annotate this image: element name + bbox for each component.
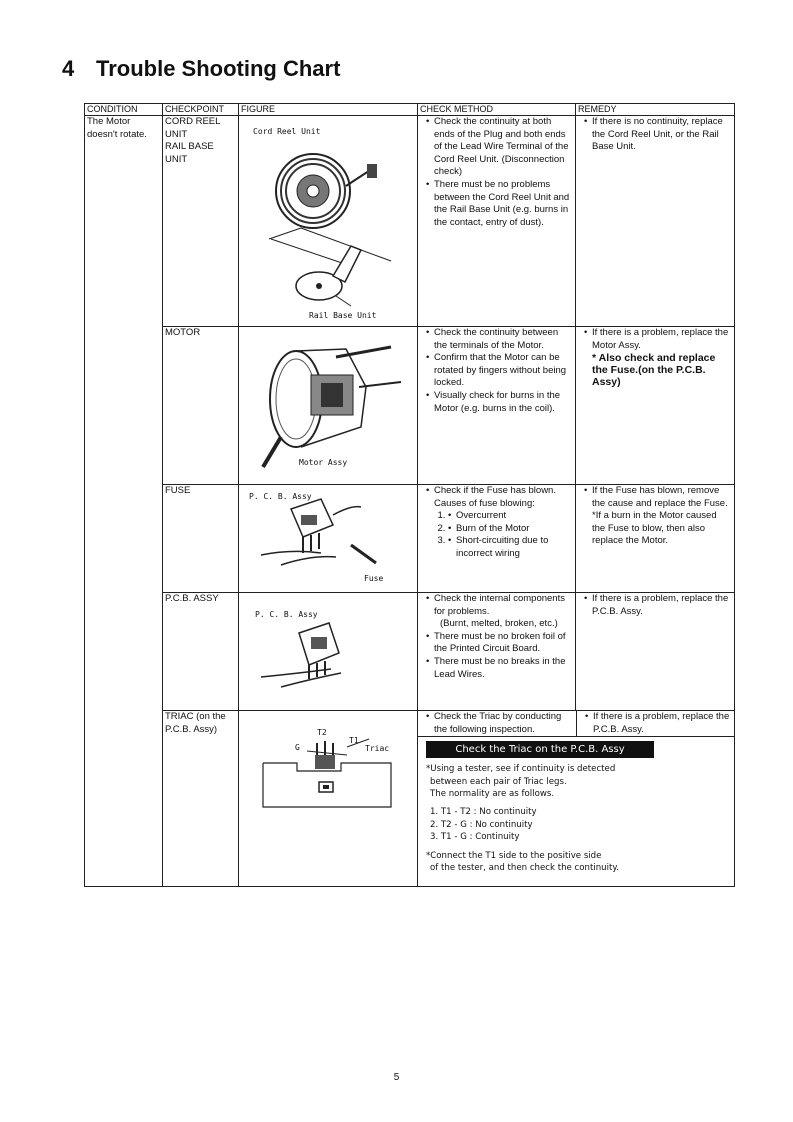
triac-heading: Check the Triac on the P.C.B. Assy bbox=[426, 741, 654, 758]
triac-method-cell bbox=[418, 711, 735, 887]
triac-note-line: *Connect the T1 side to the positive side bbox=[426, 850, 602, 861]
figure-label: Motor Assy bbox=[299, 458, 348, 467]
table-row bbox=[85, 116, 735, 327]
section-title-text: Trouble Shooting Chart bbox=[96, 56, 341, 81]
remedy-cell bbox=[577, 711, 735, 737]
section-number: 4 bbox=[62, 56, 75, 81]
check-method-cell bbox=[418, 485, 576, 593]
remedy-cell bbox=[576, 485, 735, 593]
header-condition: CONDITION bbox=[85, 104, 163, 116]
header-checkpoint: CHECKPOINT bbox=[163, 104, 239, 116]
checkpoint-line: CORD REEL bbox=[165, 116, 221, 127]
triac-illustration bbox=[241, 711, 416, 811]
cause-item: • 3. Short-circuiting due to incorrect wiring bbox=[448, 535, 573, 560]
check-method-cell bbox=[418, 593, 576, 711]
remedy-cell bbox=[576, 327, 735, 485]
figure-label: G bbox=[295, 743, 300, 752]
remedy-item bbox=[584, 485, 732, 548]
table-row bbox=[85, 327, 735, 485]
cause-item: • 1. Overcurrent bbox=[448, 510, 573, 523]
remedy-item: • If there is a problem, replace the Motor Assy. bbox=[584, 327, 732, 352]
trouble-shooting-table bbox=[84, 103, 735, 887]
figure-label: Fuse bbox=[364, 574, 384, 583]
method-item: • There must be no breaks in the Lead Wires. bbox=[426, 656, 573, 681]
triac-check: 3. T1 - G : Continuity bbox=[430, 832, 520, 843]
method-item bbox=[426, 593, 573, 631]
triac-line: between each pair of Triac legs. bbox=[430, 776, 567, 787]
table-row bbox=[85, 593, 735, 711]
method-item: • Confirm that the Motor can be rotated by fingers without being locked. bbox=[426, 352, 573, 390]
figure-cell bbox=[239, 711, 418, 887]
figure-label: Cord Reel Unit bbox=[253, 127, 321, 136]
remedy-note: *If a burn in the Motor caused the Fuse to blow, then also replace the Motor. bbox=[592, 510, 717, 547]
method-item: • Check the Triac by conducting the following inspection. bbox=[426, 711, 574, 736]
remedy-item: • If there is a problem, replace the P.C.B. Assy. bbox=[585, 711, 732, 736]
cord-reel-illustration bbox=[241, 116, 416, 324]
method-item: • Check the continuity between the terminals of the Motor. bbox=[426, 327, 573, 352]
method-first: Check the internal components for problems. bbox=[434, 593, 565, 617]
remedy-cell bbox=[576, 593, 735, 711]
triac-check: 2. T2 - G : No continuity bbox=[430, 819, 533, 830]
method-item: • There must be no problems between the Cord Reel Unit and the Rail Base Unit (e.g. burns in the contact, entry of dust). bbox=[426, 179, 573, 229]
remedy-item: • If there is no continuity, replace the Cord Reel Unit, or the Rail Base Unit. bbox=[584, 116, 732, 154]
remedy-bold-note: * Also check and replace the Fuse.(on the P.C.B. Assy) bbox=[592, 352, 716, 389]
checkpoint-cell bbox=[163, 711, 239, 887]
triac-line: The normality are as follows. bbox=[430, 789, 555, 799]
method-item: • Visually check for burns in the Motor (e.g. burns in the coil). bbox=[426, 390, 573, 415]
method-first-note: (Burnt, melted, broken, etc.) bbox=[440, 618, 558, 630]
check-method-cell bbox=[418, 327, 576, 485]
checkpoint-line: UNIT bbox=[165, 128, 188, 140]
cause-item: • 2. Burn of the Motor bbox=[448, 523, 573, 536]
page-number: 5 bbox=[393, 1072, 400, 1083]
figure-label: T2 bbox=[317, 728, 327, 737]
table-row bbox=[85, 485, 735, 593]
figure-label: T1 bbox=[349, 736, 359, 745]
triac-instructions bbox=[418, 763, 734, 874]
check-method-cell bbox=[418, 711, 577, 737]
checkpoint-cell bbox=[163, 116, 239, 327]
motor-illustration bbox=[241, 327, 416, 477]
figure-label: P. C. B. Assy bbox=[249, 492, 312, 501]
triac-note-line: of the tester, and then check the continuity. bbox=[430, 863, 619, 874]
checkpoint-cell bbox=[163, 327, 239, 485]
remedy-cell bbox=[576, 116, 735, 327]
remedy-text: If the Fuse has blown, remove the cause and replace the Fuse. bbox=[592, 485, 728, 509]
header-check-method: CHECK METHOD bbox=[418, 104, 576, 116]
checkpoint-cell bbox=[163, 593, 239, 711]
checkpoint-line: FUSE bbox=[165, 485, 191, 496]
remedy-item: • If there is a problem, replace the P.C.B. Assy. bbox=[584, 593, 732, 618]
header-remedy: REMEDY bbox=[576, 104, 735, 116]
checkpoint-line: TRIAC (on the bbox=[165, 711, 226, 722]
triac-line: *Using a tester, see if continuity is detected bbox=[426, 764, 616, 775]
checkpoint-line: UNIT bbox=[165, 153, 188, 165]
check-method-cell bbox=[418, 116, 576, 327]
checkpoint-line: MOTOR bbox=[165, 327, 201, 338]
figure-label: Triac bbox=[365, 744, 390, 753]
figure-label: Rail Base Unit bbox=[309, 311, 377, 320]
checkpoint-line: RAIL BASE bbox=[165, 141, 214, 153]
checkpoint-cell bbox=[163, 485, 239, 593]
method-item: • There must be no broken foil of the Printed Circuit Board. bbox=[426, 631, 573, 656]
method-intro: Check if the Fuse has blown. bbox=[434, 485, 556, 496]
condition-cell bbox=[85, 116, 163, 887]
triac-procedure bbox=[418, 737, 734, 875]
checkpoint-line: P.C.B. Assy) bbox=[165, 723, 218, 735]
condition-line: doesn't rotate. bbox=[87, 128, 147, 140]
method-item bbox=[426, 485, 573, 561]
triac-inner-table bbox=[418, 711, 734, 874]
figure-cell bbox=[239, 485, 418, 593]
table-row bbox=[85, 711, 735, 887]
figure-label: P. C. B. Assy bbox=[255, 610, 318, 619]
figure-cell bbox=[239, 116, 418, 327]
section-title bbox=[62, 56, 340, 82]
method-item: • Check the continuity at both ends of the Plug and both ends of the Lead Wire Terminal of the Cord Reel Unit. (Disconnection check) bbox=[426, 116, 573, 179]
method-causes-label: Causes of fuse blowing: bbox=[434, 497, 535, 509]
triac-check: 1. T1 - T2 : No continuity bbox=[430, 807, 537, 818]
figure-cell bbox=[239, 327, 418, 485]
header-figure: FIGURE bbox=[239, 104, 418, 116]
figure-cell bbox=[239, 593, 418, 711]
checkpoint-line: P.C.B. ASSY bbox=[165, 593, 219, 604]
table-header-row bbox=[85, 104, 735, 116]
condition-line: The Motor bbox=[87, 116, 131, 127]
